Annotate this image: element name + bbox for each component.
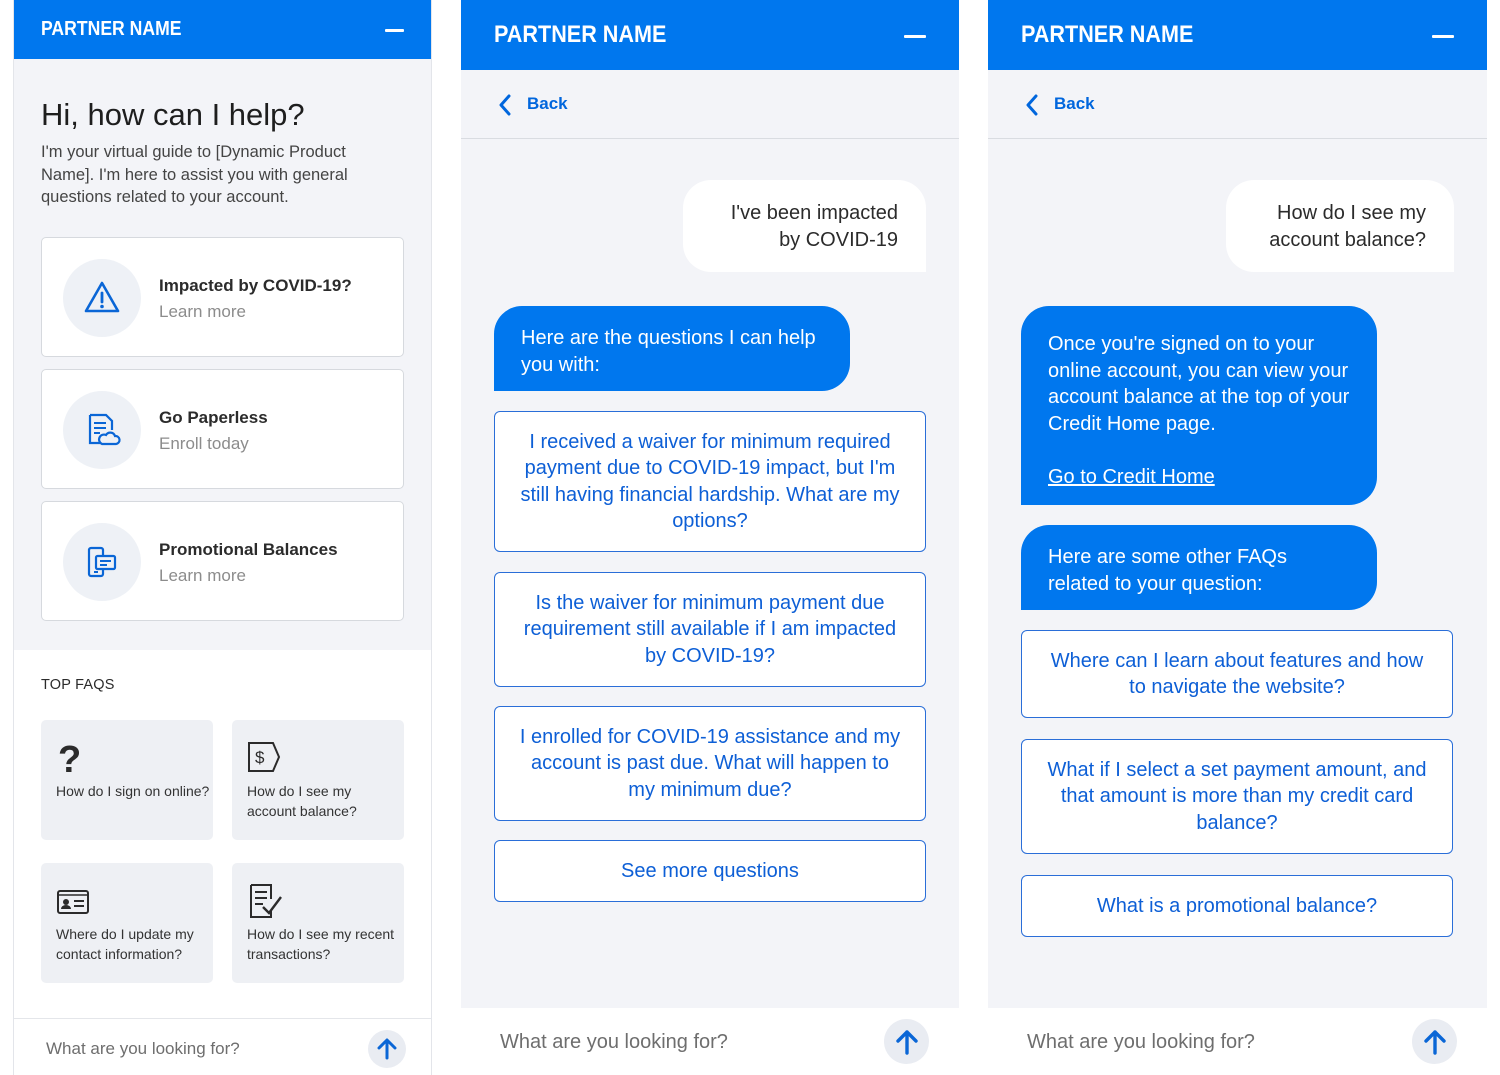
suggested-question[interactable]: Is the waiver for minimum payment due requirement still available if I am impacted by COVID-19? [494,572,926,687]
faq-tile[interactable] [232,720,404,840]
suggested-question[interactable]: What is a promotional balance? [1021,875,1453,937]
partner-name: PARTNER NAME [41,18,182,40]
warning-triangle-icon [63,259,141,337]
minimize-button[interactable] [904,35,926,38]
user-message: I've been impacted by COVID-19 [683,180,926,272]
transactions-list-icon [247,883,283,919]
minimize-button[interactable] [1432,35,1454,38]
chat-header [988,0,1487,70]
bot-answer-text: Once you're signed on to your online account, you can view your account balance at the top of your Credit Home page. [1048,333,1350,435]
top-faqs-section [14,650,431,1018]
faq-label: Where do I update my contact information? [56,926,194,962]
send-button[interactable] [884,1019,929,1064]
send-button[interactable] [1412,1019,1457,1064]
card-title: Go Paperless [159,408,268,427]
paperless-card[interactable] [41,369,404,489]
arrow-up-icon [377,1038,397,1060]
partner-name: PARTNER NAME [1021,21,1194,48]
question-mark-icon [56,740,86,776]
svg-text:?: ? [58,740,82,776]
covid-chat-panel [461,0,959,1075]
faq-tile[interactable] [41,720,213,840]
faq-tile[interactable] [232,863,404,983]
covid-card[interactable] [41,237,404,357]
minimize-button[interactable] [385,29,404,32]
promotional-card[interactable] [41,501,404,621]
card-title: Promotional Balances [159,540,338,559]
search-input[interactable]: What are you looking for? [1027,1031,1255,1053]
search-input[interactable]: What are you looking for? [46,1039,240,1058]
suggested-question[interactable]: I received a waiver for minimum required payment due to COVID-19 impact, but I'm still having financial hardship. What are my options? [494,411,926,552]
back-label: Back [1054,94,1095,113]
message-input-bar [461,1008,959,1075]
send-button[interactable] [368,1030,406,1068]
card-subtitle: Enroll today [159,434,249,453]
suggested-question[interactable]: What if I select a set payment amount, and that amount is more than my credit card balance? [1021,739,1453,854]
paperless-cloud-icon [63,391,141,469]
suggested-question[interactable]: I enrolled for COVID-19 assistance and my account is past due. What will happen to my minimum due? [494,706,926,821]
bot-answer [1021,306,1377,505]
partner-name: PARTNER NAME [494,21,667,48]
message-input-bar [14,1018,431,1075]
chat-header [14,0,431,59]
intro-text: I'm your virtual guide to [Dynamic Product Name]. I'm here to assist you with general questions related to your account. [41,143,348,206]
home-panel [13,0,432,1075]
back-row [988,70,1487,139]
back-label: Back [527,94,568,113]
arrow-up-icon [1424,1029,1446,1055]
suggested-question[interactable]: Where can I learn about features and how to navigate the website? [1021,630,1453,718]
card-subtitle: Learn more [159,302,246,321]
svg-text:$: $ [255,748,265,767]
greeting-title: Hi, how can I help? [41,97,305,132]
bot-message: Here are the questions I can help you with: [494,306,850,391]
promo-device-icon [63,523,141,601]
search-input[interactable]: What are you looking for? [500,1031,728,1053]
card-subtitle: Learn more [159,566,246,585]
chevron-left-icon [498,94,512,116]
balance-chat-panel [988,0,1487,1075]
bot-message: Here are some other FAQs related to your question: [1021,525,1377,610]
chevron-left-icon [1025,94,1039,116]
user-message: How do I see my account balance? [1226,180,1454,272]
arrow-up-icon [896,1029,918,1055]
contact-card-icon [56,883,90,919]
chat-header [461,0,959,70]
card-title: Impacted by COVID-19? [159,276,352,295]
faq-label: How do I see my account balance? [247,783,357,819]
faq-label: How do I sign on online? [56,783,210,799]
top-faqs-heading: TOP FAQS [41,677,115,693]
message-input-bar [988,1008,1487,1075]
faq-label: How do I see my recent transactions? [247,926,395,962]
dollar-tag-icon [247,740,281,776]
see-more-questions-button[interactable]: See more questions [494,840,926,902]
credit-home-link[interactable]: Go to Credit Home [1048,466,1215,488]
faq-tile[interactable] [41,863,213,983]
back-row [461,70,959,139]
